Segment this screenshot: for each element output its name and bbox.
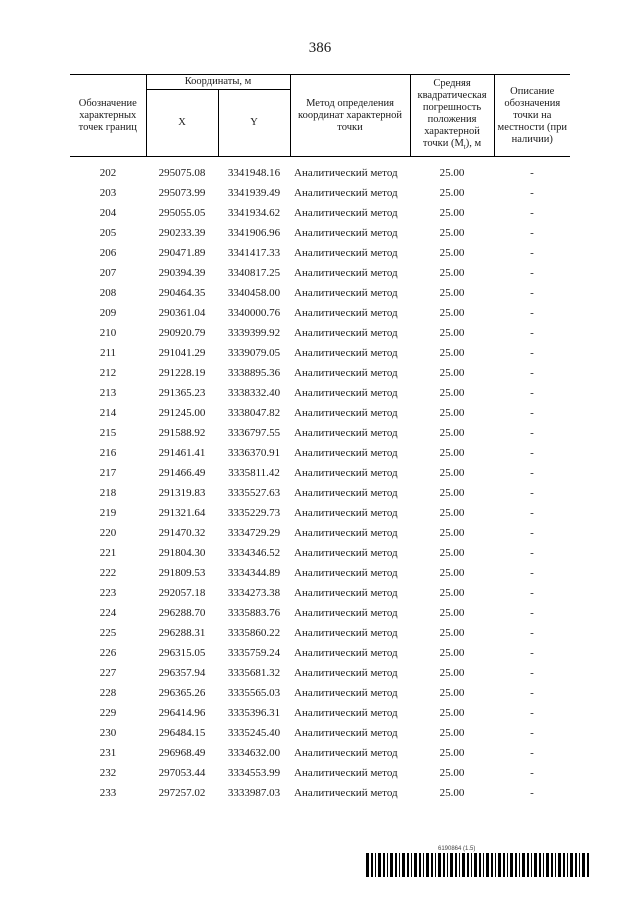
error-value-cell: 25.00 (439, 747, 465, 759)
coord-y-cell: 3334729.29 (227, 527, 281, 539)
point-id-cell: 206 (99, 247, 117, 259)
error-value-cell: 25.00 (439, 407, 465, 419)
error-value-cell: 25.00 (439, 327, 465, 339)
coord-y-cell: 3338332.40 (227, 387, 281, 399)
point-id-cell: 223 (99, 587, 117, 599)
error-value-cell: 25.00 (439, 227, 465, 239)
method-cell: Аналитический метод (294, 167, 398, 179)
coord-x-cell: 291461.41 (158, 447, 206, 459)
point-id-cell: 215 (99, 427, 117, 439)
method-cell: Аналитический метод (294, 767, 398, 779)
coord-y-cell: 3340458.00 (227, 287, 281, 299)
table-row (70, 263, 570, 283)
table-row (70, 243, 570, 263)
description-cell: - (530, 447, 534, 459)
description-cell: - (530, 387, 534, 399)
coord-y-cell: 3340817.25 (227, 267, 281, 279)
description-cell: - (530, 187, 534, 199)
point-id-cell: 221 (99, 547, 117, 559)
error-value-cell: 25.00 (439, 287, 465, 299)
coord-x-cell: 292057.18 (158, 587, 206, 599)
coord-x-cell: 291809.53 (158, 567, 206, 579)
point-id-cell: 224 (99, 607, 117, 619)
method-cell: Аналитический метод (294, 587, 398, 599)
point-id-cell: 219 (99, 507, 117, 519)
description-cell: - (530, 167, 534, 179)
table-row (70, 503, 570, 523)
description-cell: - (530, 567, 534, 579)
table-row (70, 663, 570, 683)
method-cell: Аналитический метод (294, 447, 398, 459)
method-cell: Аналитический метод (294, 247, 398, 259)
description-cell: - (530, 287, 534, 299)
error-value-cell: 25.00 (439, 787, 465, 799)
method-cell: Аналитический метод (294, 327, 398, 339)
coord-y-cell: 3335811.42 (228, 467, 280, 479)
point-id-cell: 227 (99, 667, 117, 679)
point-id-cell: 202 (99, 167, 117, 179)
coord-x-cell: 291245.00 (158, 407, 206, 419)
method-cell: Аналитический метод (294, 187, 398, 199)
method-cell: Аналитический метод (294, 667, 398, 679)
error-value-cell: 25.00 (439, 647, 465, 659)
table-row (70, 583, 570, 603)
method-cell: Аналитический метод (294, 607, 398, 619)
point-id-cell: 212 (99, 367, 117, 379)
description-cell: - (530, 227, 534, 239)
coord-y-cell: 3335860.22 (227, 627, 281, 639)
description-cell: - (530, 787, 534, 799)
description-cell: - (530, 647, 534, 659)
coord-x-cell: 290471.89 (158, 247, 206, 259)
method-cell: Аналитический метод (294, 427, 398, 439)
point-id-cell: 222 (99, 567, 117, 579)
coord-y-cell: 3335396.31 (227, 707, 281, 719)
point-id-cell: 210 (99, 327, 117, 339)
coord-y-cell: 3335245.40 (227, 727, 281, 739)
point-id-cell: 228 (99, 687, 117, 699)
header-method: Метод определения координат характерной точки (290, 75, 410, 157)
coord-x-cell: 296357.94 (158, 667, 206, 679)
error-value-cell: 25.00 (439, 667, 465, 679)
table-row (70, 223, 570, 243)
point-id-cell: 218 (99, 487, 117, 499)
coord-y-cell: 3335565.03 (227, 687, 281, 699)
coord-x-cell: 296365.26 (158, 687, 206, 699)
barcode-image (366, 853, 590, 877)
coord-y-cell: 3338047.82 (227, 407, 281, 419)
description-cell: - (530, 267, 534, 279)
table-row (70, 343, 570, 363)
coord-x-cell: 295073.99 (158, 187, 206, 199)
coord-y-cell: 3339079.05 (227, 347, 281, 359)
coord-x-cell: 290920.79 (158, 327, 206, 339)
point-id-cell: 207 (99, 267, 117, 279)
description-cell: - (530, 727, 534, 739)
coord-x-cell: 290233.39 (158, 227, 206, 239)
point-id-cell: 205 (99, 227, 117, 239)
table-row (70, 463, 570, 483)
method-cell: Аналитический метод (294, 467, 398, 479)
description-cell: - (530, 347, 534, 359)
point-id-cell: 211 (99, 347, 117, 359)
method-cell: Аналитический метод (294, 487, 398, 499)
table-row (70, 703, 570, 723)
coord-y-cell: 3341939.49 (227, 187, 281, 199)
document-code: 6190864 (1.5) (438, 846, 476, 852)
coord-y-cell: 3334553.99 (227, 767, 281, 779)
table-row (70, 643, 570, 663)
coord-x-cell: 290464.35 (158, 287, 206, 299)
coord-x-cell: 291804.30 (158, 547, 206, 559)
method-cell: Аналитический метод (294, 727, 398, 739)
error-value-cell: 25.00 (439, 587, 465, 599)
coord-y-cell: 3335759.24 (227, 647, 281, 659)
coord-x-cell: 297257.02 (158, 787, 206, 799)
document-footer (366, 845, 590, 877)
coord-x-cell: 296968.49 (158, 747, 206, 759)
coord-x-cell: 291470.32 (158, 527, 206, 539)
coord-x-cell: 291228.19 (158, 367, 206, 379)
method-cell: Аналитический метод (294, 287, 398, 299)
coord-y-cell: 3334632.00 (227, 747, 281, 759)
table-row (70, 543, 570, 563)
coord-x-cell: 296315.05 (158, 647, 206, 659)
point-id-cell: 208 (99, 287, 117, 299)
coord-y-cell: 3341934.62 (227, 207, 281, 219)
coord-y-cell: 3341906.96 (227, 227, 281, 239)
description-cell: - (530, 627, 534, 639)
header-error-text: Средняя квадратическая погрешность положения характерной точки $(M_t)$, м (417, 77, 487, 152)
table-row (70, 363, 570, 383)
method-cell: Аналитический метод (294, 227, 398, 239)
table-row (70, 783, 570, 803)
method-cell: Аналитический метод (294, 407, 398, 419)
method-cell: Аналитический метод (294, 367, 398, 379)
error-value-cell: 25.00 (439, 727, 465, 739)
page-number: 386 (308, 40, 332, 56)
description-cell: - (530, 707, 534, 719)
error-value-cell: 25.00 (439, 247, 465, 259)
method-cell: Аналитический метод (294, 567, 398, 579)
error-value-cell: 25.00 (439, 347, 465, 359)
table-row (70, 743, 570, 763)
coord-y-cell: 3336370.91 (227, 447, 281, 459)
method-cell: Аналитический метод (294, 687, 398, 699)
error-value-cell: 25.00 (439, 427, 465, 439)
coord-x-cell: 290361.04 (158, 307, 206, 319)
coord-y-cell: 3341948.16 (227, 167, 281, 179)
method-cell: Аналитический метод (294, 547, 398, 559)
method-cell: Аналитический метод (294, 347, 398, 359)
description-cell: - (530, 607, 534, 619)
table-row (70, 563, 570, 583)
table-row (70, 157, 570, 184)
table-row (70, 203, 570, 223)
method-cell: Аналитический метод (294, 387, 398, 399)
coordinates-table (70, 74, 570, 803)
error-value-cell: 25.00 (439, 447, 465, 459)
header-error (410, 75, 494, 157)
point-id-cell: 225 (99, 627, 117, 639)
coord-x-cell: 291319.83 (158, 487, 206, 499)
description-cell: - (530, 327, 534, 339)
error-value-cell: 25.00 (439, 507, 465, 519)
method-cell: Аналитический метод (294, 307, 398, 319)
point-id-cell: 230 (99, 727, 117, 739)
coord-y-cell: 3341417.33 (227, 247, 281, 259)
description-cell: - (530, 467, 534, 479)
table-row (70, 403, 570, 423)
table-row (70, 723, 570, 743)
header-designation: Обозначение характерных точек границ (70, 75, 146, 157)
error-value-cell: 25.00 (439, 387, 465, 399)
description-cell: - (530, 527, 534, 539)
description-cell: - (530, 367, 534, 379)
error-value-cell: 25.00 (439, 527, 465, 539)
method-cell: Аналитический метод (294, 207, 398, 219)
error-value-cell: 25.00 (439, 487, 465, 499)
error-value-cell: 25.00 (439, 627, 465, 639)
coord-x-cell: 295075.08 (158, 167, 206, 179)
point-id-cell: 226 (99, 647, 117, 659)
description-cell: - (530, 407, 534, 419)
coord-y-cell: 3335527.63 (227, 487, 281, 499)
table-row (70, 283, 570, 303)
error-value-cell: 25.00 (439, 567, 465, 579)
coord-y-cell: 3335681.32 (227, 667, 281, 679)
coord-x-cell: 291365.23 (158, 387, 206, 399)
method-cell: Аналитический метод (294, 707, 398, 719)
point-id-cell: 204 (99, 207, 117, 219)
point-id-cell: 231 (99, 747, 117, 759)
table-row (70, 303, 570, 323)
description-cell: - (530, 747, 534, 759)
point-id-cell: 232 (99, 767, 117, 779)
coord-x-cell: 296414.96 (158, 707, 206, 719)
coord-x-cell: 296288.70 (158, 607, 206, 619)
coord-y-cell: 3333987.03 (227, 787, 281, 799)
table-row (70, 423, 570, 443)
table-row (70, 623, 570, 643)
table-body (70, 157, 570, 804)
error-value-cell: 25.00 (439, 367, 465, 379)
table-row (70, 323, 570, 343)
table-row (70, 603, 570, 623)
table-row (70, 683, 570, 703)
point-id-cell: 213 (99, 387, 117, 399)
point-id-cell: 217 (99, 467, 117, 479)
coord-y-cell: 3338895.36 (227, 367, 281, 379)
description-cell: - (530, 247, 534, 259)
description-cell: - (530, 687, 534, 699)
table-row (70, 483, 570, 503)
table-row (70, 763, 570, 783)
table-row (70, 443, 570, 463)
coord-y-cell: 3335883.76 (227, 607, 281, 619)
header-description: Описание обозначения точки на местности (при наличии) (494, 75, 570, 157)
table-row (70, 523, 570, 543)
method-cell: Аналитический метод (294, 787, 398, 799)
method-cell: Аналитический метод (294, 627, 398, 639)
coord-y-cell: 3339399.92 (227, 327, 281, 339)
description-cell: - (530, 667, 534, 679)
description-cell: - (530, 767, 534, 779)
point-id-cell: 214 (99, 407, 117, 419)
description-cell: - (530, 307, 534, 319)
error-value-cell: 25.00 (439, 307, 465, 319)
coord-x-cell: 296484.15 (158, 727, 206, 739)
coord-y-cell: 3334346.52 (227, 547, 281, 559)
coord-x-cell: 295055.05 (158, 207, 206, 219)
header-x: X (146, 90, 218, 157)
coord-x-cell: 297053.44 (158, 767, 206, 779)
table-row (70, 383, 570, 403)
error-value-cell: 25.00 (439, 687, 465, 699)
coord-y-cell: 3335229.73 (227, 507, 281, 519)
method-cell: Аналитический метод (294, 507, 398, 519)
header-y: Y (218, 90, 290, 157)
coord-y-cell: 3334273.38 (227, 587, 281, 599)
description-cell: - (530, 487, 534, 499)
coord-x-cell: 296288.31 (158, 627, 206, 639)
coord-y-cell: 3336797.55 (227, 427, 281, 439)
method-cell: Аналитический метод (294, 267, 398, 279)
error-value-cell: 25.00 (439, 187, 465, 199)
coord-y-cell: 3340000.76 (227, 307, 281, 319)
error-value-cell: 25.00 (439, 267, 465, 279)
error-value-cell: 25.00 (439, 547, 465, 559)
point-id-cell: 229 (99, 707, 117, 719)
point-id-cell: 216 (99, 447, 117, 459)
method-cell: Аналитический метод (294, 527, 398, 539)
coord-x-cell: 291588.92 (158, 427, 206, 439)
error-value-cell: 25.00 (439, 167, 465, 179)
error-value-cell: 25.00 (439, 767, 465, 779)
method-cell: Аналитический метод (294, 647, 398, 659)
error-value-cell: 25.00 (439, 707, 465, 719)
coord-x-cell: 291041.29 (158, 347, 206, 359)
coord-y-cell: 3334344.89 (227, 567, 281, 579)
description-cell: - (530, 587, 534, 599)
error-value-cell: 25.00 (439, 467, 465, 479)
coord-x-cell: 291466.49 (158, 467, 206, 479)
point-id-cell: 220 (99, 527, 117, 539)
description-cell: - (530, 427, 534, 439)
header-coordinates: Координаты, м (146, 75, 290, 90)
method-cell: Аналитический метод (294, 747, 398, 759)
description-cell: - (530, 507, 534, 519)
description-cell: - (530, 207, 534, 219)
description-cell: - (530, 547, 534, 559)
error-value-cell: 25.00 (439, 607, 465, 619)
error-value-cell: 25.00 (439, 207, 465, 219)
point-id-cell: 209 (99, 307, 117, 319)
coord-x-cell: 290394.39 (158, 267, 206, 279)
coord-x-cell: 291321.64 (158, 507, 206, 519)
point-id-cell: 203 (99, 187, 117, 199)
table-row (70, 183, 570, 203)
point-id-cell: 233 (99, 787, 117, 799)
